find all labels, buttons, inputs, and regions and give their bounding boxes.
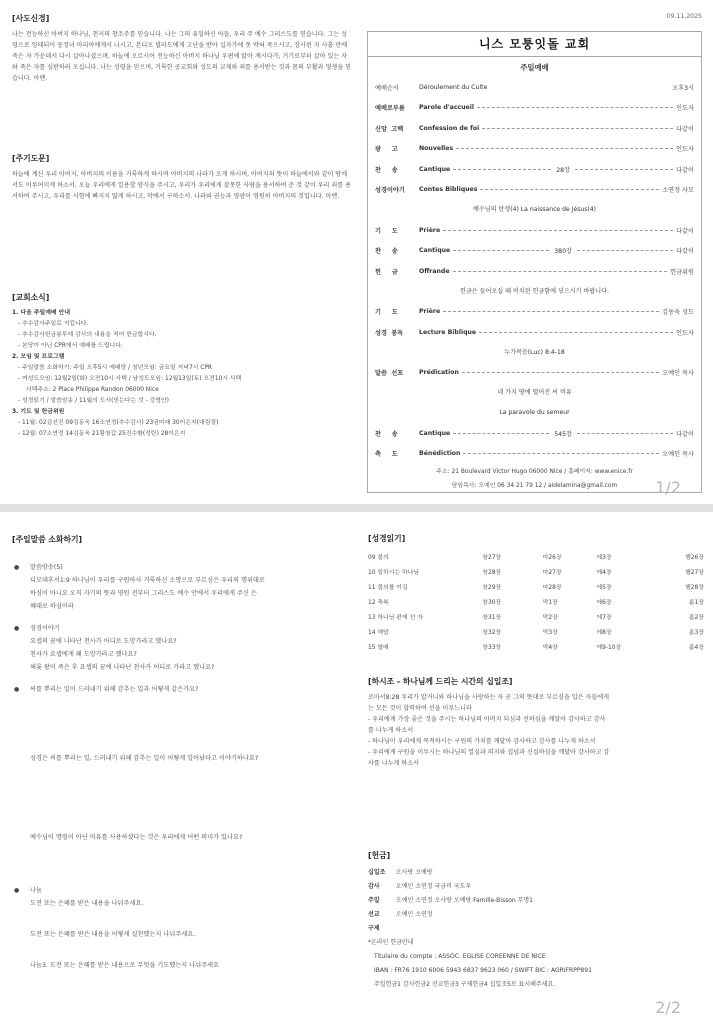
- page-divider: [0, 504, 713, 512]
- order-of-service-box: [367, 31, 702, 493]
- digest-title: [주일말씀 소화하기]: [12, 535, 83, 544]
- bank-iban: IBAN : FR76 1910 6006 5943 6837 9623 060 / SWIFT BIC : AGRIFRPP891: [374, 967, 592, 974]
- order-item-ko: 성경 봉독: [375, 329, 404, 337]
- offering-section: [368, 850, 704, 992]
- question-block: [12, 752, 357, 765]
- order-row: [368, 302, 701, 323]
- order-item-leader: 인도자: [676, 105, 694, 113]
- order-item-fr: Prédication: [419, 369, 459, 377]
- reading-chapter: 롬1장: [688, 600, 704, 606]
- reading-row: [368, 549, 704, 564]
- order-label: 예배순서: [375, 84, 399, 92]
- news-heading-1: 1. 다음 주일예배 안내: [12, 310, 71, 316]
- order-item-ko: 기 도: [375, 309, 398, 317]
- order-item-fr: Prière: [419, 308, 441, 316]
- reading-chapter: 창31장: [482, 615, 502, 621]
- discussion-question: 예수님이 명령이 아닌 비유를 사용하셨다는 것은 우리에게 어떤 의미가 있나요?: [30, 834, 243, 841]
- offering-row: [368, 908, 704, 922]
- news-heading-3: 3. 기도 및 헌금위원: [12, 409, 65, 415]
- sharing-heading: 나눔: [30, 887, 42, 894]
- order-item-leader: 소연정 사모: [662, 187, 694, 195]
- order-item-fr: Prière: [419, 226, 441, 234]
- reading-chapter: 행28장: [685, 585, 704, 591]
- reading-day: 10 일하시는 하나님: [368, 570, 420, 576]
- bible-reading-section: [368, 533, 704, 654]
- news-item: - 성경읽기 / 말씀암송 / 11월의 도서(믿는다는 것 - 강영안): [18, 398, 169, 404]
- news-item: - 추수감사주일로 지킵니다.: [18, 321, 89, 327]
- news-item: - 12월: 07소연정 14김동욱 21황창갑 25진수환(성탄) 28이은지: [18, 431, 186, 437]
- order-item-leader: 다같이: [676, 430, 694, 438]
- memory-verse-heading: 말씀암송(5): [30, 564, 63, 571]
- offering-type: 감사: [368, 883, 380, 890]
- reading-row: [368, 564, 704, 579]
- reading-day: 12 축복: [368, 600, 389, 606]
- order-item-fr: Bénédiction: [419, 450, 461, 458]
- reading-row: [368, 639, 704, 654]
- reading-chapter: 행27장: [685, 570, 704, 576]
- order-item-fr: Contes Bibliques: [419, 186, 478, 194]
- apostles-creed-section: [12, 13, 352, 84]
- sharing-block: [12, 884, 357, 972]
- order-item-fr: Parole d'accueil: [419, 104, 474, 112]
- order-label-fr: Déroulement du Culte: [419, 83, 488, 91]
- account-holder: Titulaire du compte : ASSOC. EGLISE COREENNE DE NICE: [374, 953, 546, 960]
- offering-title: [헌금]: [368, 851, 391, 860]
- offering-names: 오예인 소연정 국금비 국도우: [395, 883, 472, 890]
- reading-chapter: 에3장: [596, 555, 612, 561]
- order-item-ko: 신앙 고백: [375, 125, 404, 133]
- bulletin-page-1: [0, 0, 713, 504]
- bulletin-page-2: [0, 512, 713, 1024]
- news-title: [교회소식]: [12, 293, 50, 302]
- prayer-text: 하늘에 계신 우리 아버지, 아버지의 이름을 거룩하게 하시며 아버지의 나라가 오게 하시며, 아버지의 뜻이 하늘에서와 같이 땅에서도 이루어지게 하소서. 오늘 우리에게 일용할 양식을 주시고, 우리가 우리에게 잘못한 사람을 용서하여 준 것 같이 우리 죄를 용서하여 주시고, 우리를 시험에 빠지지 않게 하시고, 악에서 구하소서. 나라와 권능과 영광이 영원히 아버지의 것입니다. 아멘.: [12, 171, 351, 200]
- offering-type: 구제: [368, 925, 380, 932]
- reading-chapter: 창30장: [482, 600, 502, 606]
- church-news-section: [12, 292, 352, 440]
- order-item-leader: 오예인 목사: [662, 370, 694, 378]
- offering-row: [368, 894, 704, 908]
- memory-verse-line: 혜대로 하심이라: [30, 603, 74, 610]
- order-row: [368, 139, 701, 160]
- order-row: [368, 220, 701, 241]
- order-item-leader: 다같이: [676, 227, 694, 235]
- offering-row: [368, 880, 704, 894]
- order-row: [368, 444, 701, 465]
- order-item-leader: 다같이: [676, 125, 694, 133]
- reading-chapter: 행26장: [685, 555, 704, 561]
- lords-prayer-section: [12, 153, 352, 202]
- reading-day: 15 열매: [368, 645, 389, 651]
- offering-type: 주일: [368, 897, 380, 904]
- reading-chapter: 에9-10장: [596, 645, 622, 651]
- order-item-fr: Cantique: [419, 247, 451, 255]
- offering-type: 십일조: [368, 869, 386, 876]
- bullet-icon: ●: [14, 564, 20, 571]
- bulletin-date: 09.11.2025: [666, 13, 702, 20]
- offering-row: [368, 922, 704, 936]
- pastor-contact: 담임목사: 오예인 06 34 21 79 12 / aidelamina@gmail.com: [451, 483, 618, 489]
- tithe-section: [368, 676, 704, 769]
- question-block: [12, 831, 357, 844]
- order-row: [368, 322, 701, 343]
- reading-chapter: 막4장: [542, 645, 558, 651]
- memory-verse-line: 하심이 아니요 오직 자기의 뜻과 영원 전부터 그리스도 예수 안에서 우리에게 주신 은: [30, 590, 257, 597]
- bible-story-question: 헤롯 왕이 죽은 후 요셉의 꿈에 나타난 천사가 어디로 가라고 했나요?: [30, 664, 215, 671]
- sermon-digest-section: [12, 534, 357, 972]
- order-item-fr: Cantique: [419, 165, 451, 173]
- story-note: 예수님의 탄생(4) La naissance de Jésus(4): [472, 206, 597, 213]
- news-item: - 본당이 아닌 CPR에서 예배를 드립니다.: [18, 343, 123, 349]
- memory-verse-line: 디모데후서1:9 하나님이 우리를 구원하사 거룩하신 소명으로 부르심은 우리의 행위대로: [30, 577, 265, 584]
- bible-story-question: 천사가 요셉에게 왜 도망가라고 했나요?: [30, 651, 137, 658]
- order-item-fr: Lecture Biblique: [419, 328, 477, 336]
- sermon-title-fr: La paravole du semeur: [499, 409, 570, 416]
- memory-verse-block: [12, 561, 357, 613]
- reading-chapter: 마26장: [542, 555, 562, 561]
- hymn-number: 28장: [556, 166, 571, 174]
- reading-row: [368, 579, 704, 594]
- news-item: 사택주소: 2 Place Philippe Randon 06000 Nice: [26, 387, 159, 393]
- page-number: 1/2: [655, 478, 681, 497]
- offering-names: 오예인 소연정: [395, 911, 433, 918]
- order-item-fr: Cantique: [419, 429, 451, 437]
- tithe-line: 를 나누게 하소서: [368, 727, 414, 734]
- order-row: [368, 98, 701, 119]
- reading-chapter: 마27장: [542, 570, 562, 576]
- reading-chapter: 롬3장: [688, 630, 704, 636]
- order-row: [368, 180, 701, 201]
- order-item-leader: 김동욱 성도: [662, 309, 694, 317]
- reading-chapter: 창28장: [482, 570, 502, 576]
- offering-note: 헌금은 들어오실 때 비치된 헌금함에 넣으시기 바랍니다.: [460, 287, 609, 295]
- order-item-ko: 축 도: [375, 451, 398, 459]
- bible-story-block: [12, 622, 357, 674]
- order-item-ko: 기 도: [375, 227, 398, 235]
- online-offering-heading: *온라인 헌금안내: [368, 939, 414, 946]
- reading-chapter: 막1장: [542, 600, 558, 606]
- reading-chapter: 마28장: [542, 585, 562, 591]
- page-number: 2/2: [655, 998, 681, 1017]
- order-row: [368, 363, 701, 384]
- church-address: 주소: 21 Boulevard Victor Hugo 06000 Nice / 홈페이지: www.enice.fr: [436, 469, 633, 475]
- reading-chapter: 창32장: [482, 630, 502, 636]
- order-row: [368, 159, 701, 180]
- order-item-leader: 다같이: [676, 248, 694, 256]
- order-header-row: [368, 77, 701, 98]
- reading-chapter: 롬4장: [688, 645, 704, 651]
- reading-chapter: 창33장: [482, 645, 502, 651]
- order-item-ko: 헌 금: [375, 268, 398, 276]
- order-item-ko: 찬 송: [375, 430, 398, 438]
- offering-type: 선교: [368, 911, 380, 918]
- tithe-line: 로마서8:28 우리가 알거니와 하나님을 사랑하는 자 곧 그의 뜻대로 부르심을 입은 자들에게: [368, 694, 610, 701]
- tithe-line: - 하나님이 우리에게 목적하시는 구원의 가치를 깨달아 감사하고 감사를 나누게 하소서: [368, 738, 596, 745]
- reading-row: [368, 594, 704, 609]
- reading-day: 14 해답: [368, 630, 389, 636]
- news-heading-2: 2. 모임 및 프로그램: [12, 354, 65, 360]
- order-item-ko: 광 고: [375, 146, 398, 154]
- news-item: - 주일말씀 소화하기: 주일 오후5시 예배당 / 청년모임: 금요일 저녁7시 CPR: [18, 365, 213, 371]
- reading-chapter: 막2장: [542, 615, 558, 621]
- order-item-fr: Nouvelles: [419, 145, 454, 153]
- service-time: 오후3시: [672, 84, 694, 92]
- discussion-question: 씨를 뿌리는 일이 드러내기 위해 감추는 일과 어떻게 같은가요?: [30, 686, 199, 693]
- tithe-title: [하시조 - 하나님께 드리는 시간의 십일조]: [368, 677, 513, 686]
- order-row: [368, 261, 701, 282]
- reading-day: 13 하나님 편에 선 자: [368, 615, 423, 621]
- news-item: - 추수감사헌금봉투에 감사의 내용을 적어 헌금합시다.: [18, 332, 157, 338]
- order-item-ko: 예배로부름: [375, 105, 405, 113]
- tithe-line: 는 모든 것이 합력하여 선을 이루느니라: [368, 705, 472, 712]
- reading-chapter: 에7장: [596, 615, 612, 621]
- creed-title: [사도신경]: [12, 14, 50, 23]
- order-item-ko: 성경이야기: [375, 187, 405, 195]
- reading-row: [368, 624, 704, 639]
- reading-row: [368, 609, 704, 624]
- tithe-line: 사를 나누게 하소서: [368, 760, 419, 767]
- reading-title: [성경읽기]: [368, 534, 406, 543]
- offering-names: 오사랑 오예랑: [395, 869, 433, 876]
- creed-text: 나는 전능하신 아버지 하나님, 천지의 창조주를 믿습니다. 나는 그의 유일하신 아들, 우리 주 예수 그리스도를 믿습니다. 그는 성령으로 잉태되어 동정녀 마리아에게서 나시고, 본디오 빌라도에게 고난을 받아 십자가에 못 박혀 죽으시고, 장사된 지 사흘 만에 죽은 자 가운데서 다시 살아나셨으며, 하늘에 오르시어 전능하신 아버지 하나님 우편에 앉아 계시다가, 거기로부터 살아 있는 자와 죽은 자를 심판하러 오십니다. 나는 성령을 믿으며, 거룩한 공교회와 성도의 교제와 죄를 용서받는 것과 몸의 부활과 영생을 믿습니다. 아멘.: [12, 31, 351, 82]
- bible-story-question: 요셉의 꿈에 나타난 천사가 어디로 도망가라고 했나요?: [30, 638, 177, 645]
- tithe-line: - 우리에게 구원을 이루시는 하나님의 열심과 의지와 집념과 신실하심을 깨달아 감사하고 감: [368, 749, 610, 756]
- order-item-leader: 헌금위원: [670, 268, 694, 276]
- sharing-prompt: 나눔3. 도전 또는 은혜를 받은 내용으로 무엇을 기도했는지 나눠주세요: [30, 962, 219, 969]
- order-item-fr: Offrande: [419, 267, 450, 275]
- reading-chapter: 에6장: [596, 600, 612, 606]
- scripture-reference: 누가복음(Luc) 8:4-18: [504, 348, 565, 356]
- reading-chapter: 에8장: [596, 630, 612, 636]
- reading-chapter: 에5장: [596, 585, 612, 591]
- order-item-leader: 인도자: [676, 329, 694, 337]
- discussion-question: 성경은 씨를 뿌리는 일, 드러내기 위해 감추는 일이 어떻게 일어났다고 이야기하나요?: [30, 755, 259, 762]
- bullet-icon: ●: [14, 625, 20, 632]
- reading-chapter: 막3장: [542, 630, 558, 636]
- offering-codes: 주일헌금1 감사헌금2 선교헌금3 구제헌금4 십일조5로 표시해주세요.: [374, 981, 556, 988]
- tithe-line: - 우리에게 가장 좋은 것을 주시는 하나님의 아버지 되심과 선하심을 깨달아 감사하고 감사: [368, 716, 606, 723]
- order-item-ko: 찬 송: [375, 248, 398, 256]
- hymn-number: 380장: [554, 248, 573, 256]
- service-title: 주일예배: [520, 63, 549, 72]
- order-item-leader: 다같이: [676, 166, 694, 174]
- order-item-ko: 말씀 선포: [375, 370, 404, 378]
- reading-day: 11 불의를 이김: [368, 585, 408, 591]
- sermon-title: 네 가지 땅에 떨어진 씨 비유: [497, 389, 572, 396]
- question-block: [12, 683, 357, 696]
- bible-story-heading: 성경이야기: [30, 625, 60, 632]
- sharing-prompt: 도전 또는 은혜를 받은 내용을 나눠주세요.: [30, 900, 144, 907]
- order-row: [368, 241, 701, 262]
- bullet-icon: ●: [14, 686, 20, 693]
- hymn-number: 545장: [554, 430, 573, 438]
- reading-chapter: 에4장: [596, 570, 612, 576]
- news-item: - 11월: 02김선진 09김동욱 16소연정(추수감사) 23권미래 30이은지(대림절): [18, 420, 219, 426]
- order-item-ko: 찬 송: [375, 166, 398, 174]
- sharing-prompt: 도전 또는 은혜를 받은 내용을 어떻게 실천했는지 나눠주세요.: [30, 931, 196, 938]
- order-row: [368, 423, 701, 444]
- reading-chapter: 롬2장: [688, 615, 704, 621]
- offering-row: [368, 866, 704, 880]
- order-item-leader: 인도자: [676, 146, 694, 154]
- church-name: 니스 모퉁잇돌 교회: [368, 32, 701, 57]
- offering-names: 오예인 소연정 오사랑 오예랑 Famille-Bisson 무명1: [395, 897, 533, 904]
- bullet-icon: ●: [14, 887, 20, 894]
- order-item-fr: Confession de foi: [419, 124, 480, 132]
- order-row: [368, 118, 701, 139]
- order-item-leader: 오예인 목사: [662, 451, 694, 459]
- reading-table: [368, 549, 704, 654]
- reading-day: 09 불의: [368, 555, 389, 561]
- reading-chapter: 창27장: [482, 555, 502, 561]
- news-item: - 여성도모임: 12월2일(화) 오전10시 사택 / 남성도모임: 12월13일(토) 오전10시 사택: [18, 376, 242, 382]
- reading-chapter: 창29장: [482, 585, 502, 591]
- prayer-title: [주기도문]: [12, 154, 50, 163]
